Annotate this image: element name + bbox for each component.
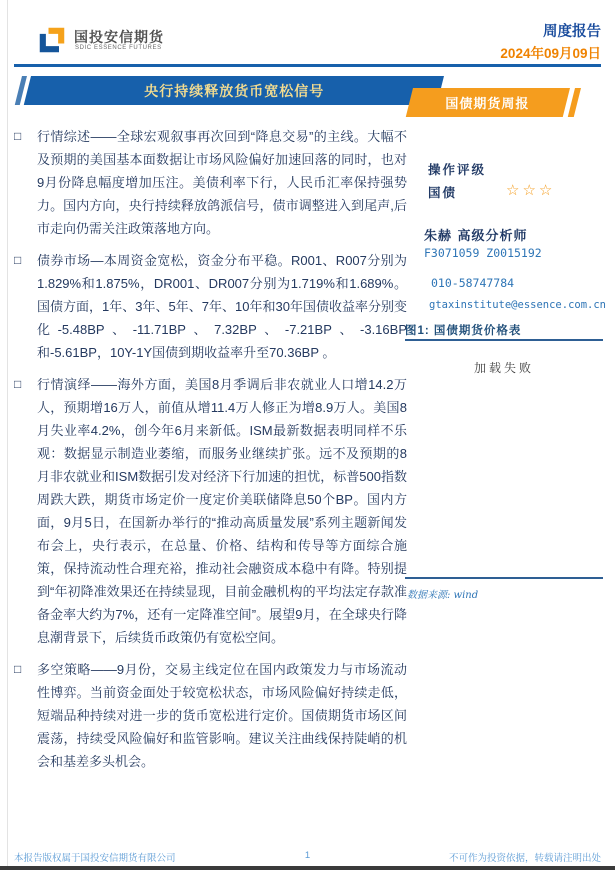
category-label: 国债期货周报 — [445, 96, 530, 111]
rating-section-title: 操作评级 — [428, 162, 487, 177]
figure-data-source: 数据来源: wind — [407, 590, 479, 601]
summary-bullet-market-narrative — [14, 373, 407, 649]
report-date: 2024年09月09日 — [500, 46, 601, 61]
rating-stars-icon: ☆☆☆ — [506, 182, 556, 199]
page-number: 1 — [304, 850, 311, 861]
figure-load-failed-text: 加载失败 — [473, 361, 534, 375]
figure-divider-bottom — [405, 577, 603, 579]
bullet-square-icon: □ — [14, 662, 22, 676]
figure-caption: 图1: 国债期货价格表 — [405, 325, 522, 337]
bullet-text: 多空策略——9月份，交易主线定位在国内政策发力与市场流动性博弈。当前资金面处于较宽松状态，市场风险偏好持续走低，短端品种持续对进一步的货币宽松进行定价。国债期货市场区间震荡，持续受风险偏好和监管影响。建议关注曲线保持陡峭的机会和基差多头机会。 — [37, 662, 407, 769]
bullet-text: 行情演绎——海外方面，美国8月季调后非农就业人口增14.2万人，预期增16万人，前值从增11.4万人修正为增8.9万人。美国8月失业率4.2%，创今年6月来新低。ISM最新数据表明同样不乐观：数据显示制造业萎缩，而服务业继续扩张。远不及预期的8月非农就业和ISM数据引发对经济下行加速的担忧，标普500指数周跌大跌，期货市场定价一度定价美联储降息50个BP。国内方面，9月5日，在国新办举行的“推动高质量发展”系列主题新闻发布会上，央行表示，在总量、价格、结构和传导等方面综合施策，保持流动性合理充裕，推动社会融资成本稳中有降。特别提到“年初降准效果还在持续显现，目前金融机构的平均法定存款准备金率大约为7%，还有一定降准空间”。展望9月，在全球央行降息潮背景下，后续货币政策仍有宽松空间。 — [37, 377, 407, 645]
category-banner-accent — [568, 88, 581, 117]
category-banner — [406, 88, 570, 117]
logo-icon — [38, 26, 66, 54]
summary-bullet-bond-market — [14, 249, 407, 364]
copyright-text: 本报告版权属于国投安信期货有限公司 — [14, 853, 176, 864]
footer-bottom-bar — [0, 866, 615, 870]
page-edge-line — [7, 0, 8, 870]
report-title: 央行持续释放货币宽松信号 — [143, 82, 324, 99]
report-type-label: 周度报告 — [543, 24, 601, 40]
header-divider — [14, 64, 601, 67]
disclaimer-text: 不可作为投资依据，转载请注明出处 — [448, 853, 601, 864]
analyst-license-ids: F3071059 Z0015192 — [424, 246, 542, 260]
analyst-name: 朱赫 高级分析师 — [424, 229, 528, 244]
figure-area — [405, 341, 603, 577]
bullet-square-icon: □ — [14, 129, 22, 143]
summary-list — [14, 125, 407, 782]
summary-bullet-strategy — [14, 658, 407, 773]
company-name: 国投安信期货 — [74, 29, 164, 45]
analyst-email[interactable]: gtaxinstitute@essence.com.cn — [429, 299, 607, 311]
company-logo — [38, 25, 288, 59]
page-footer — [0, 850, 615, 864]
company-name-en: SDIC ESSENCE FUTURES — [75, 45, 162, 51]
rating-row — [428, 183, 604, 202]
summary-bullet-market-overview — [14, 125, 407, 240]
bullet-square-icon: □ — [14, 253, 22, 267]
bullet-text: 债券市场—本周资金宽松，资金分布平稳。R001、R007分别为1.829%和1.875%，DR001、DR007分别为1.719%和1.689%。国债方面，1年、3年、5年、7年、10年和30年国债收益率分别变化-5.48BP、-11.71BP、7.32BP、-7.21BP、-3.16BP和-5.61BP，10Y-1Y国债到期收益率升至70.36BP 。 — [37, 253, 407, 360]
bullet-square-icon: □ — [14, 377, 22, 391]
rating-instrument: 国债 — [428, 185, 458, 200]
bullet-text: 行情综述——全球宏观叙事再次回到“降息交易”的主线。大幅不及预期的美国基本面数据让市场风险偏好加速回落的同时，也对9月份降息幅度增加压注。美债利率下行，人民币汇率保持强势力。国内方向，央行持续释放鸽派信号，债市调整进入到尾声,后市走向仍需关注政策落地方向。 — [37, 129, 407, 236]
title-banner — [24, 76, 444, 105]
analyst-phone: 010-58747784 — [431, 276, 515, 290]
